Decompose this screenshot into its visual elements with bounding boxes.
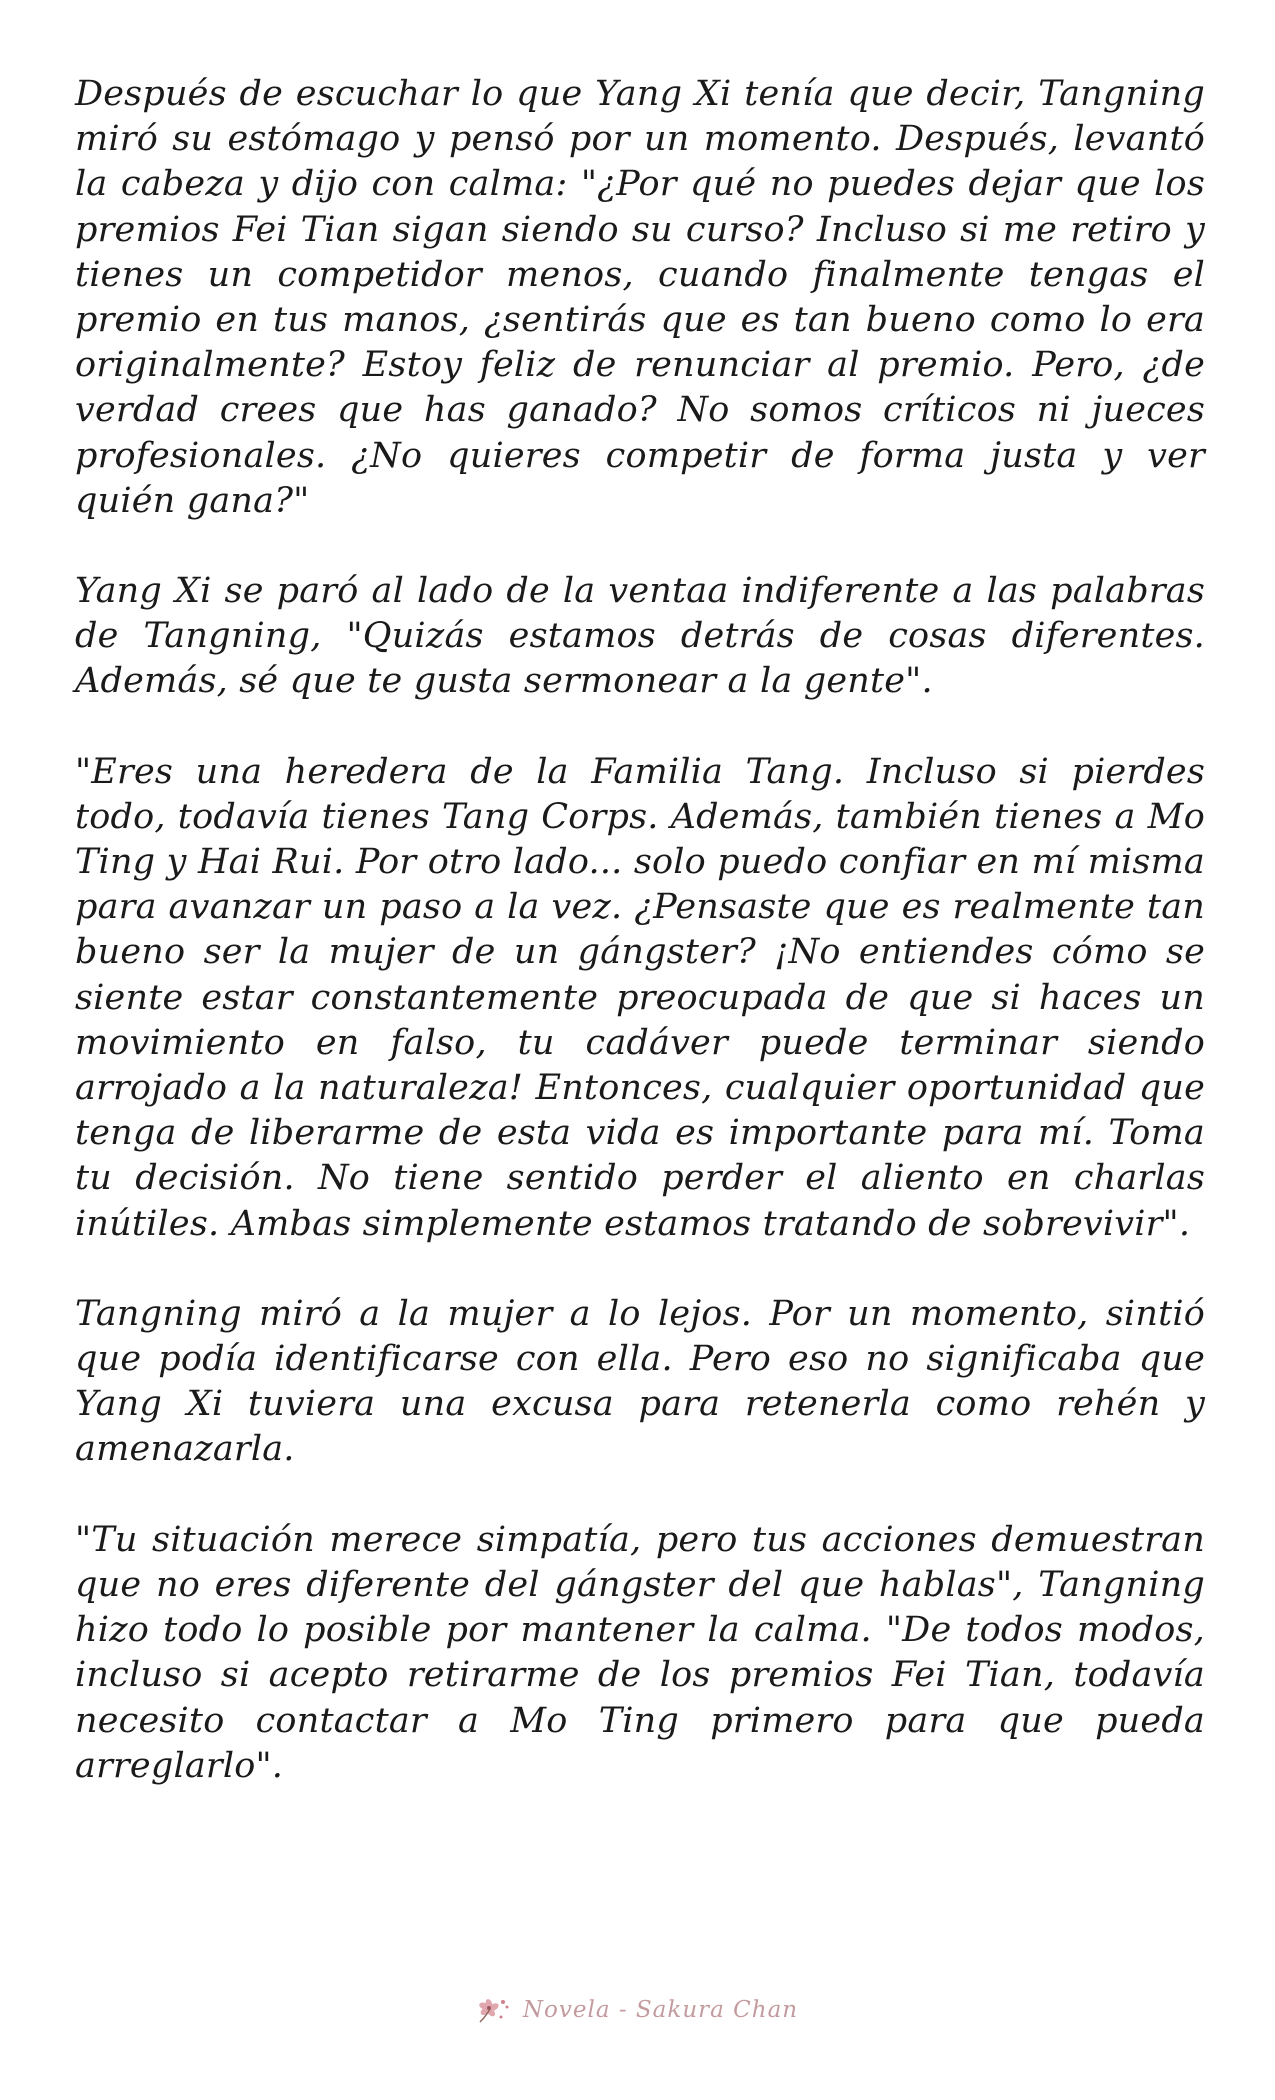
footer bbox=[0, 1995, 1275, 2025]
paragraph-5: "Tu situación merece simpatía, pero tus acciones demuestran que no eres diferente del gángster del que hablas", Tangning hizo todo lo posible por mantener la calma. "De todos modos, incluso si acepto retirarme de los premios Fei Tian, todavía necesito contactar a Mo Ting primero para que pueda arreglarlo". bbox=[75, 1519, 1205, 1786]
paragraph-2: Yang Xi se paró al lado de la ventaa indiferente a las palabras de Tangning, "Quizás estamos detrás de cosas diferentes. Además, sé que te gusta sermonear a la gente". bbox=[75, 571, 1205, 702]
paragraph-3: "Eres una heredera de la Familia Tang. Incluso si pierdes todo, todavía tienes Tang Corps. Además, también tienes a Mo Ting y Hai Rui. Por otro lado... solo puedo confiar en mí misma para avanzar un paso a la vez. ¿Pensaste que es realmente tan bueno ser la mujer de un gángster? ¡No entiendes cómo se siente estar constantemente preocupada de que si haces un movimiento en falso, tu cadáver puede terminar siendo arrojado a la naturaleza! Entonces, cualquier oportunidad que tenga de liberarme de esta vida es importante para mí. Toma tu decisión. No tiene sentido perder el aliento en charlas inútiles. Ambas simplemente estamos tratando de sobrevivir". bbox=[75, 751, 1205, 1244]
watermark bbox=[477, 1995, 798, 2025]
story-text bbox=[75, 72, 1205, 1834]
sakura-flower-icon bbox=[477, 1995, 513, 2025]
paragraph-1: Después de escuchar lo que Yang Xi tenía que decir, Tangning miró su estómago y pensó por un momento. Después, levantó la cabeza y dijo con calma: "¿Por qué no puedes dejar que los premios Fei Tian sigan siendo su curso? Incluso si me retiro y tienes un competidor menos, cuando finalmente tengas el premio en tus manos, ¿sentirás que es tan bueno como lo era originalmente? Estoy feliz de renunciar al premio. Pero, ¿de verdad crees que has ganado? No somos críticos ni jueces profesionales. ¿No quieres competir de forma justa y ver quién gana?" bbox=[75, 74, 1205, 521]
paragraph-4: Tangning miró a la mujer a lo lejos. Por un momento, sintió que podía identificarse con ella. Pero eso no significaba que Yang Xi tuviera una excusa para retenerla como rehén y amenazarla. bbox=[75, 1293, 1205, 1470]
watermark-text: Novela - Sakura Chan bbox=[522, 1997, 799, 2023]
